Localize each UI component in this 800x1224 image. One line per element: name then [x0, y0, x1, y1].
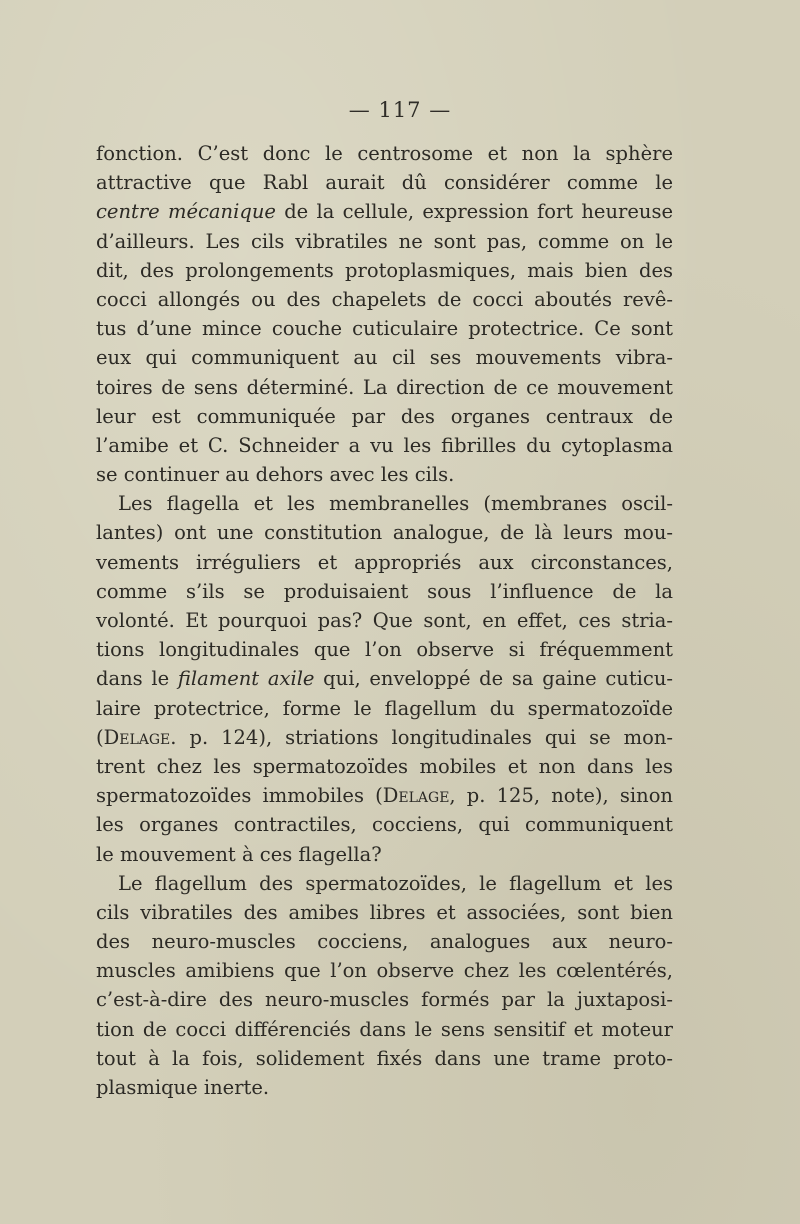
text-line: laire protectrice, forme le flagellum du spermatozoïde [96, 696, 673, 720]
text-line: (Delage. p. 124), striations longitudinales qui se mon- [96, 725, 673, 749]
text-line: Les flagella et les membranelles (membranes oscil- [118, 492, 673, 516]
text-line: centre mécanique de la cellule, expression fort heureuse [96, 200, 674, 224]
text-line: se continuer au dehors avec les cils. [96, 463, 455, 487]
text-line: c’est-à-dire des neuro-muscles formés par la juxtaposi- [96, 988, 673, 1012]
text-line: cocci allongés ou des chapelets de cocci aboutés revê- [96, 287, 673, 311]
text-line: plasmique inerte. [96, 1076, 270, 1099]
author-citation: Delage [382, 784, 450, 808]
italic-term: filament axile [177, 667, 315, 691]
text-line: volonté. Et pourquoi pas? Que sont, en effet, ces stria- [96, 609, 673, 632]
text-line: leur est communiquée par des organes centraux de [96, 404, 673, 428]
text-line: tus d’une mince couche cuticulaire protectrice. Ce sont [96, 317, 673, 341]
text-line: attractive que Rabl aurait dû considérer comme le [96, 171, 673, 195]
author-citation: Delage [103, 725, 171, 749]
text-line: dans le filament axile qui, enveloppé de sa gaine cuticu- [96, 667, 673, 691]
text-line: tion de cocci différenciés dans le sens sensitif et moteur [96, 1017, 673, 1041]
text-line: eux qui communiquent au cil ses mouvements vibra- [96, 346, 673, 370]
text-line: dit, des prolongements protoplasmiques, mais bien des [96, 258, 673, 282]
text-line: des neuro-muscles cocciens, analogues aux neuro- [96, 930, 673, 954]
text-line: lantes) ont une constitution analogue, de là leurs mou- [96, 521, 673, 545]
body-text [96, 139, 673, 1102]
text-line: fonction. C’est donc le centrosome et non la sphère [96, 142, 673, 165]
text-line: les organes contractiles, cocciens, qui communiquent [96, 813, 673, 837]
text-line: vements irréguliers et appropriés aux circonstances, [96, 550, 673, 574]
text-line: Le flagellum des spermatozoïdes, le flagellum et les [118, 871, 673, 895]
text-line: comme s’ils se produisaient sous l’influence de la [96, 579, 673, 603]
text-line: toires de sens déterminé. La direction de ce mouvement [96, 375, 673, 399]
text-line: cils vibratiles des amibes libres et associées, sont bien [96, 900, 673, 924]
text-line: d’ailleurs. Les cils vibratiles ne sont pas, comme on le [96, 229, 673, 253]
text-line: tions longitudinales que l’on observe si fréquemment [96, 638, 673, 662]
text-line: l’amibe et C. Schneider a vu les fibrilles du cytoplasma [96, 433, 673, 457]
text-line: tout à la fois, solidement fixés dans une trame proto- [96, 1046, 673, 1070]
page-number: — 117 — [348, 98, 452, 122]
text-line: muscles amibiens que l’on observe chez les cœlentérés, [96, 959, 673, 983]
text-line: trent chez les spermatozoïdes mobiles et non dans les [96, 754, 673, 778]
text-line: le mouvement à ces flagella? [96, 842, 382, 866]
text-line: spermatozoïdes immobiles (Delage, p. 125, note), sinon [96, 784, 673, 808]
italic-term: centre mécanique [96, 200, 276, 224]
